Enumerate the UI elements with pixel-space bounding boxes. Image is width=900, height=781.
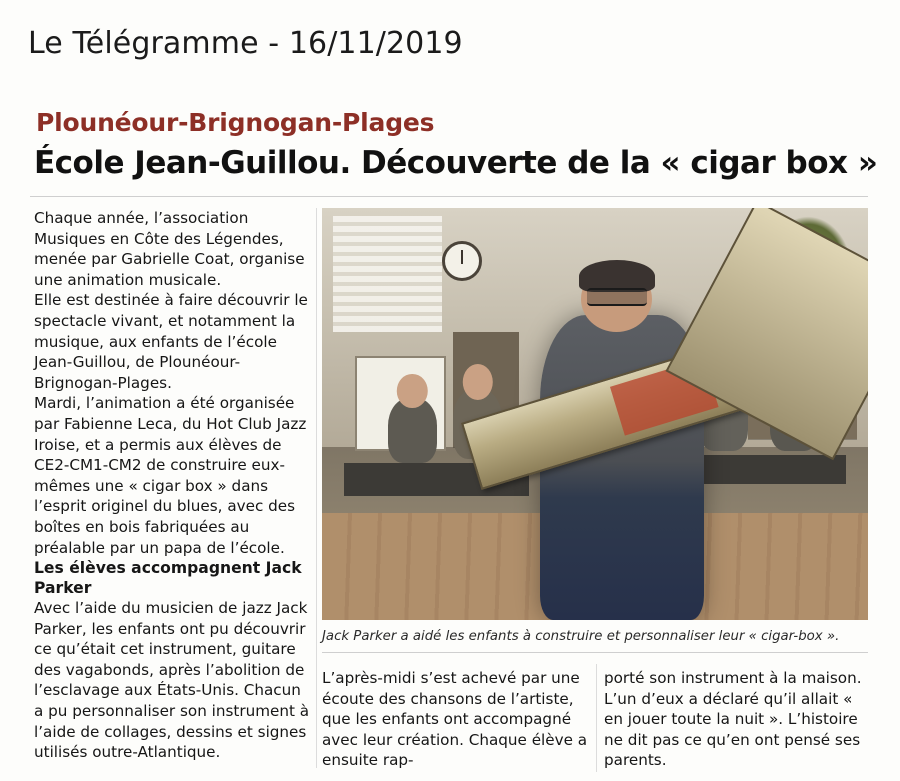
photo-caption: Jack Parker a aidé les enfants à construire et personnaliser leur « cigar-box ». [322, 629, 840, 644]
caption-divider [322, 652, 868, 653]
student-head [397, 374, 427, 408]
article-headline: École Jean-Guillou. Découverte de la « cigar box » [34, 145, 878, 181]
header-divider [30, 196, 868, 197]
column-divider-left [316, 208, 317, 768]
student [388, 398, 437, 464]
article-bottom-column-1 [322, 668, 588, 771]
article-subhead: Les élèves accompagnent Jack Parker [34, 559, 302, 598]
newspaper-masthead: Le Télégramme - 16/11/2019 [28, 26, 463, 61]
photo-scene [322, 208, 868, 620]
paragraph: porté son instrument à la maison. L’un d’eux a déclaré qu’il allait « en jouer toute la nuit ». L’histoire ne dit pas ce qu’en ont pensé ses parents. [604, 669, 862, 770]
article-kicker: Plounéour-Brignogan-Plages [36, 108, 435, 137]
paragraph: Avec l’aide du musicien de jazz Jack Parker, les enfants ont pu découvrir ce qu’était cet instrument, guitare des vagabonds, après l’abolition de l’esclavage aux États-Unis. Chacun a pu personnaliser son instrument à l’aide de collages, dessins et signes utilisés outre-Atlantique. [34, 599, 310, 762]
column-divider-bottom [596, 664, 597, 772]
paragraph: Mardi, l’animation a été organisée par Fabienne Leca, du Hot Club Jazz Iroise, et a permis aux élèves de CE2-CM1-CM2 de construire eux-mêmes une « cigar box » dans l’esprit originel du blues, avec des boîtes en bois fabriquées au préalable par un papa de l’école. [34, 394, 307, 557]
window-blind [333, 216, 442, 331]
student-head [462, 364, 492, 400]
classroom-table [704, 455, 846, 484]
eyeglasses [587, 288, 647, 305]
paragraph: Chaque année, l’association Musiques en Côte des Légendes, menée par Gabrielle Coat, organise une animation musicale. [34, 209, 305, 289]
article-bottom-column-2 [604, 668, 870, 771]
paragraph: Elle est destinée à faire découvrir le spectacle vivant, et notamment la musique, aux enfants de l’école Jean-Guillou, de Plounéour-Brignogan-Plages. [34, 291, 308, 392]
article-photo [322, 208, 868, 620]
wall-clock [442, 241, 482, 281]
article-left-column [34, 208, 312, 763]
paragraph: L’après-midi s’est achevé par une écoute des chansons de l’artiste, que les enfants ont accompagné avec leur création. Chaque élève a ensuite rap- [322, 669, 588, 770]
